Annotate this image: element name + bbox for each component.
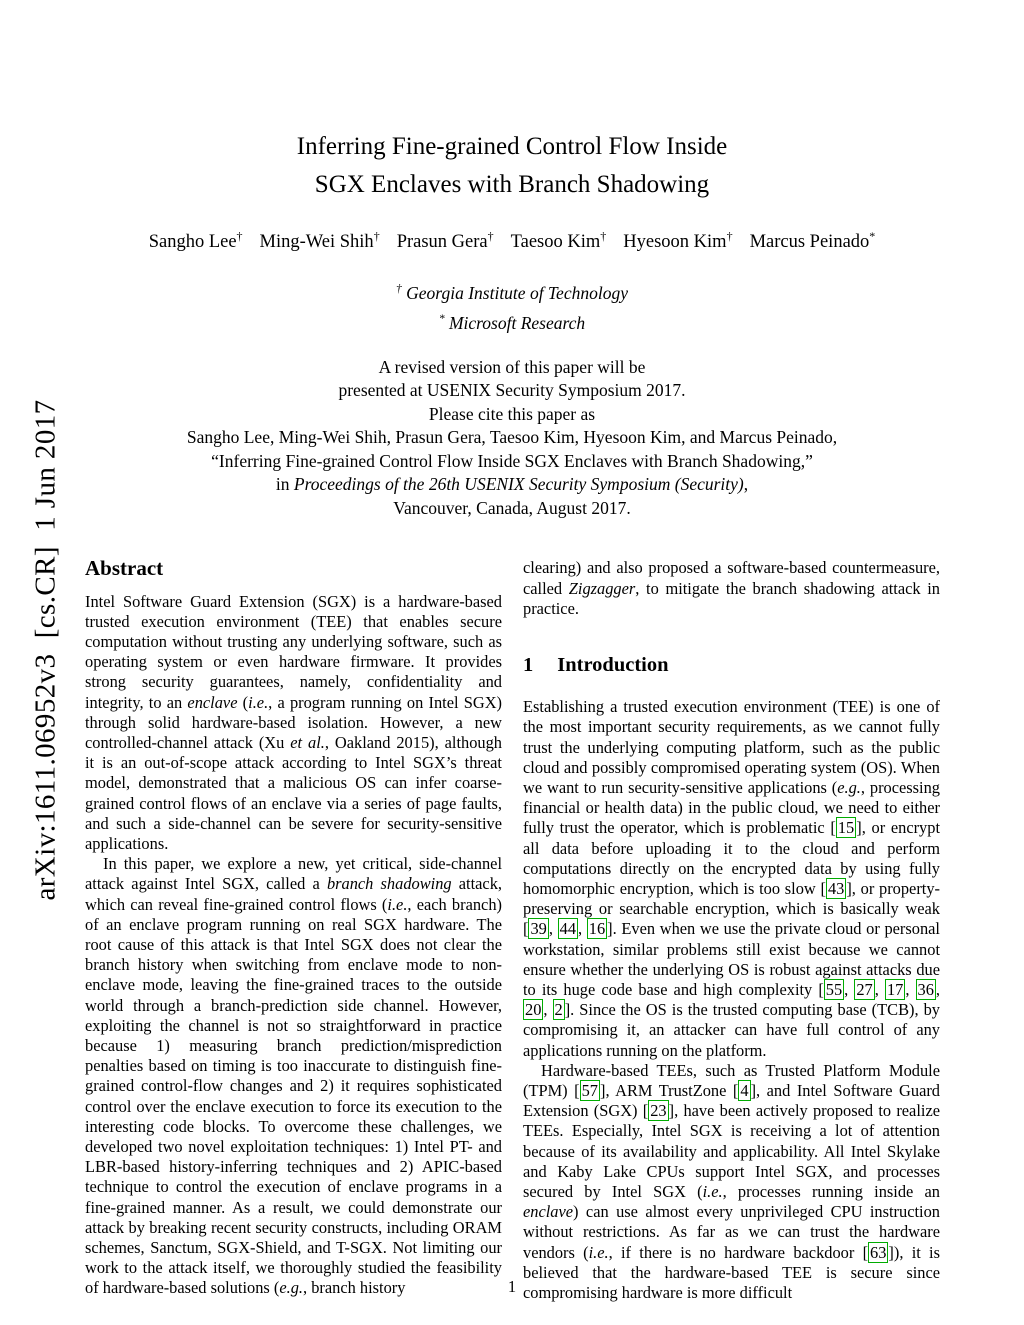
abstract-paragraph-1: Intel Software Guard Extension (SGX) is a hardware-based trusted execution environment (TEE) that enables secure computation without trusting any underlying software, such as operating system or even hardware firmware. It provides strong security guarantees, namely, confidentiality and integrity, to an enclave (i.e., a program running on Intel SGX) through solid hardware-based isolation. However, a new controlled-channel attack (Xu et al., Oakland 2015), although it is an out-of-scope attack according to Intel SGX’s threat model, demonstrated that a malicious OS can infer coarse-grained control flows of an enclave via a series of page faults, and such a side-channel can be severe for security-sensitive applications. (85, 591, 502, 853)
paper-header (0, 0, 1024, 520)
author-name: Marcus Peinado* (749, 229, 876, 253)
notice-line: in Proceedings of the 26th USENIX Security Symposium (Security), (275, 474, 749, 495)
notice-line: A revised version of this paper will be (378, 356, 646, 377)
affiliation-name: Microsoft Research (448, 312, 586, 333)
author-affiliation-mark: * (869, 229, 876, 243)
notice-line: presented at USENIX Security Symposium 2017. (338, 380, 686, 401)
author-affiliation-mark: † (600, 229, 607, 243)
citation-ref[interactable]: 16 (588, 919, 606, 939)
citation-ref[interactable]: 39 (530, 919, 547, 939)
author-affiliation-mark: † (236, 229, 243, 243)
author-affiliation-mark: † (726, 229, 733, 243)
citation-ref[interactable]: 4 (740, 1080, 749, 1100)
citation-ref[interactable]: 27 (856, 979, 873, 999)
author-affiliation-mark: † (487, 229, 494, 243)
citation-ref[interactable]: 20 (525, 1000, 542, 1020)
affiliation (0, 306, 1024, 336)
notice-line: Vancouver, Canada, August 2017. (393, 497, 631, 518)
author-name: Hyesoon Kim† (623, 229, 733, 253)
left-column (85, 558, 502, 1303)
citation-ref[interactable]: 15 (837, 818, 855, 838)
paper-title-line-1: Inferring Fine-grained Control Flow Inside (296, 133, 728, 160)
author-name: Sangho Lee† (148, 229, 243, 253)
right-column (523, 558, 940, 1303)
citation-ref[interactable]: 17 (886, 979, 904, 999)
author-name: Ming-Wei Shih† (259, 229, 380, 253)
author-name: Taesoo Kim† (510, 229, 607, 253)
paper-title (0, 128, 1024, 204)
citation-notice (0, 356, 1024, 521)
section-title: Introduction (557, 653, 669, 676)
notice-line: Please cite this paper as (428, 403, 596, 424)
section-number: 1 (523, 653, 534, 676)
intro-paragraph-2: Hardware-based TEEs, such as Trusted Platform Module (TPM) [ 57 ], ARM TrustZone [ 4 ], and Intel Software Guard Extension (SGX) [ 23 ], have been actively proposed to realize TEEs. Especially, Intel SGX is receiving a lot of attention because of its availability and applicability. All Intel Skylake and Kaby Lake CPUs support Intel SGX, and processes secured by Intel SGX (i.e., processes running inside an enclave) can use almost every unprivileged CPU instruction without restrictions. As far as we can trust the hardware vendors (i.e., if there is no hardware backdoor [ 63 ]), it is believed that the hardware-based TEE is secure since compromising hardware is more difficult (523, 1060, 940, 1303)
author-name: Prasun Gera† (396, 229, 494, 253)
abstract-heading: Abstract (85, 556, 164, 581)
two-column-body (85, 558, 940, 1303)
citation-ref[interactable]: 44 (559, 919, 577, 939)
abstract-continuation-paragraph: clearing) and also proposed a software-based countermeasure, called Zigzagger, to mitigate the branch shadowing attack in practice. (523, 558, 940, 618)
citation-ref[interactable]: 23 (650, 1101, 667, 1121)
abstract-paragraph-2: In this paper, we explore a new, yet critical, side-channel attack against Intel SGX, called a branch shadowing attack, which can reveal fine-grained control flows (i.e., each branch) of an enclave program running on real SGX hardware. The root cause of this attack is that Intel SGX does not clear the branch history when switching from enclave mode to non-enclave mode, leaving the fine-grained traces to the outside world through a branch-prediction side channel. However, exploiting the channel is not so straightforward in practice because 1) measuring branch prediction/misprediction penalties based on timing is too inaccurate to distinguish fine-grained control-flow changes and 2) it requires sophisticated control over the enclave execution to force its execution to the interesting code blocks. To overcome these challenges, we developed two novel exploitation techniques: 1) Intel PT- and LBR-based history-inferring techniques and 2) APIC-based technique to control the execution of enclave programs in a fine-grained manner. As a result, we could demonstrate our attack by breaking recent security constructs, including ORAM schemes, Sanctum, SGX-Shield, and T-SGX. Not limiting our work to the attack itself, we thoroughly studied the feasibility of hardware-based solutions (e.g., branch history (85, 854, 502, 1298)
intro-paragraph-1: Establishing a trusted execution environment (TEE) is one of the most important security requirements, as we cannot fully trust the underlying computing platform, such as the public cloud and possibly compromised operating system (OS). When we want to run security-sensitive applications (e.g., processing financial or health data) in the public cloud, we need to either fully trust the operator, which is problematic [ 15 ], or encrypt all data before uploading it to the cloud and perform computations directly on the encrypted data by using fully homomorphic encryption, which is too slow [ 43 ], or property-preserving or searchable encryption, which is basically weak [ 39 , 44 , 16 ]. Even when we use the private cloud or personal workstation, similar problems still exist because we cannot ensure whether the underlying OS is robust against attacks due to its huge code base and high complexity [ 55 , 27 , 17 , 36 , 20 , 2 ]. Since the OS is the trusted computing base (TCB), by compromising it, an attacker can have full control of any applications running on the platform. (523, 697, 941, 1060)
page-number: 1 (507, 1277, 517, 1296)
affiliation (0, 276, 1024, 306)
notice-line: Sangho Lee, Ming-Wei Shih, Prasun Gera, Taesoo Kim, Hyesoon Kim, and Marcus Peinado, (186, 427, 838, 448)
paper-title-line-2: SGX Enclaves with Branch Shadowing (314, 171, 710, 198)
affiliation-mark: * (438, 312, 445, 325)
citation-ref[interactable]: 63 (870, 1242, 887, 1262)
affiliation-name: Georgia Institute of Technology (406, 282, 628, 303)
citation-ref[interactable]: 55 (825, 979, 843, 999)
affiliations (0, 276, 1024, 336)
notice-line: “Inferring Fine-grained Control Flow Inside SGX Enclaves with Branch Shadowing,” (211, 450, 813, 471)
author-affiliation-mark: † (373, 229, 380, 243)
citation-ref[interactable]: 2 (554, 1000, 563, 1020)
citation-ref[interactable]: 43 (827, 878, 845, 898)
affiliation-mark: † (396, 283, 402, 296)
section-heading-introduction (523, 655, 940, 675)
arxiv-watermark: arXiv:1611.06952v3 [cs.CR] 1 Jun 2017 (29, 399, 62, 901)
citation-ref[interactable]: 57 (581, 1080, 598, 1100)
authors-line (0, 224, 1024, 254)
citation-ref[interactable]: 36 (917, 979, 934, 999)
